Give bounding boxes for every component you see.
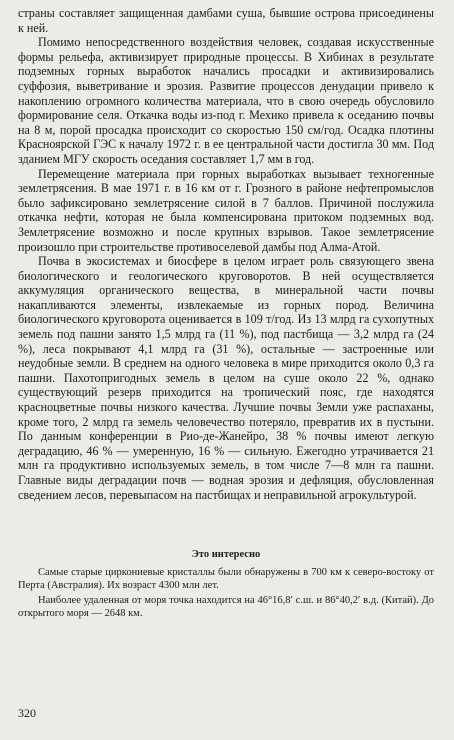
sidebar-fact-pole-of-inaccessibility: Наиболее удаленная от моря точка находится на 46°16,8′ с.ш. и 86°40,2′ в.д. (Китай). До открытого моря — 2648 км.	[18, 595, 434, 619]
paragraph-soil: Почва в экосистемах и биосфере в целом играет роль связующего звена биологического и геологического круговоротов. В ней осуществляется аккумуляция органического вещества, в минеральной части почвы накапливаются элементы, извлекаемые из горных пород. Величина биологического круговорота оценивается в 109 т/год. Из 13 млрд га сухопутных земель под пашни занято 1,5 млрд га (11 %), под пастбища — 3,2 млрд га (24 %), леса покрывают 4,1 млрд га (31 %), остальные — застроенные или неудобные земли. В среднем на одного человека в мире приходится около 0,3 га пашни. Пахотопригодных земель в целом на суше около 22 %, однако существующий резерв приходится на тропический пояс, где находятся красноцветные почвы низкого качества. Лучшие почвы Земли уже распаханы, кроме того, 2 млрд га земель человечество потеряло, превратив их в пустыни. По данным конференции в Рио-де-Жанейро, 38 % почвы имеют легкую деградацию, 46 % — умеренную, 16 % — сильную. Ежегодно утрачивается 21 млн га продуктивно используемых земель, в том числе 7—8 млн га пашни. Главные виды деградации почв — водная эрозия и дефляция, обусловленная сведением лесов, перевыпасом на пастбищах и неправильной агрокультурой.	[18, 254, 434, 502]
sidebar-box	[18, 567, 434, 620]
paragraph-continued: страны составляет защищенная дамбами суша, бывшие острова присоединены к ней.	[18, 6, 434, 35]
paragraph-technogenic-earthquakes: Перемещение материала при горных выработках вызывает техногенные землетрясения. В мае 1971 г. в 16 км от г. Грозного в районе нефтепромыслов было зафиксировано землетрясение силой в 7 баллов. Причиной послужила откачка нефти, которая не была компенсирована притоком подземных вод. Землетрясение возможно и после крупных взрывов. Такое землетрясение произошло при строительстве противоселевой дамбы под Алма-Атой.	[18, 166, 434, 254]
main-text	[18, 6, 434, 502]
page-number: 320	[18, 706, 36, 720]
sidebar-title: Это интересно	[191, 549, 261, 561]
paragraph-relief-processes: Помимо непосредственного воздействия человек, создавая искусственные формы рельефа, активизирует природные процессы. В Хибинах в результате подземных горных выработок начались просадки и активизировались суффозия, выветривание и эрозия. Развитие процессов денудации привело к накоплению огромного количества материала, что в свою очередь обусловило формирование селя. Откачка воды из-под г. Мехико привела к оседанию почвы на 8 м, порой просадка происходит со скоростью 150 см/год. Осадка плотины Красноярской ГЭС к началу 1972 г. в ее центральной части достигла 30 мм. Под зданием МГУ скорость оседания составляет 1,7 мм в год.	[18, 35, 434, 166]
sidebar-fact-zircon: Самые старые циркониевые кристаллы были обнаружены в 700 км к северо-востоку от Перта (Австралия). Их возраст 4300 млн лет.	[18, 567, 434, 591]
